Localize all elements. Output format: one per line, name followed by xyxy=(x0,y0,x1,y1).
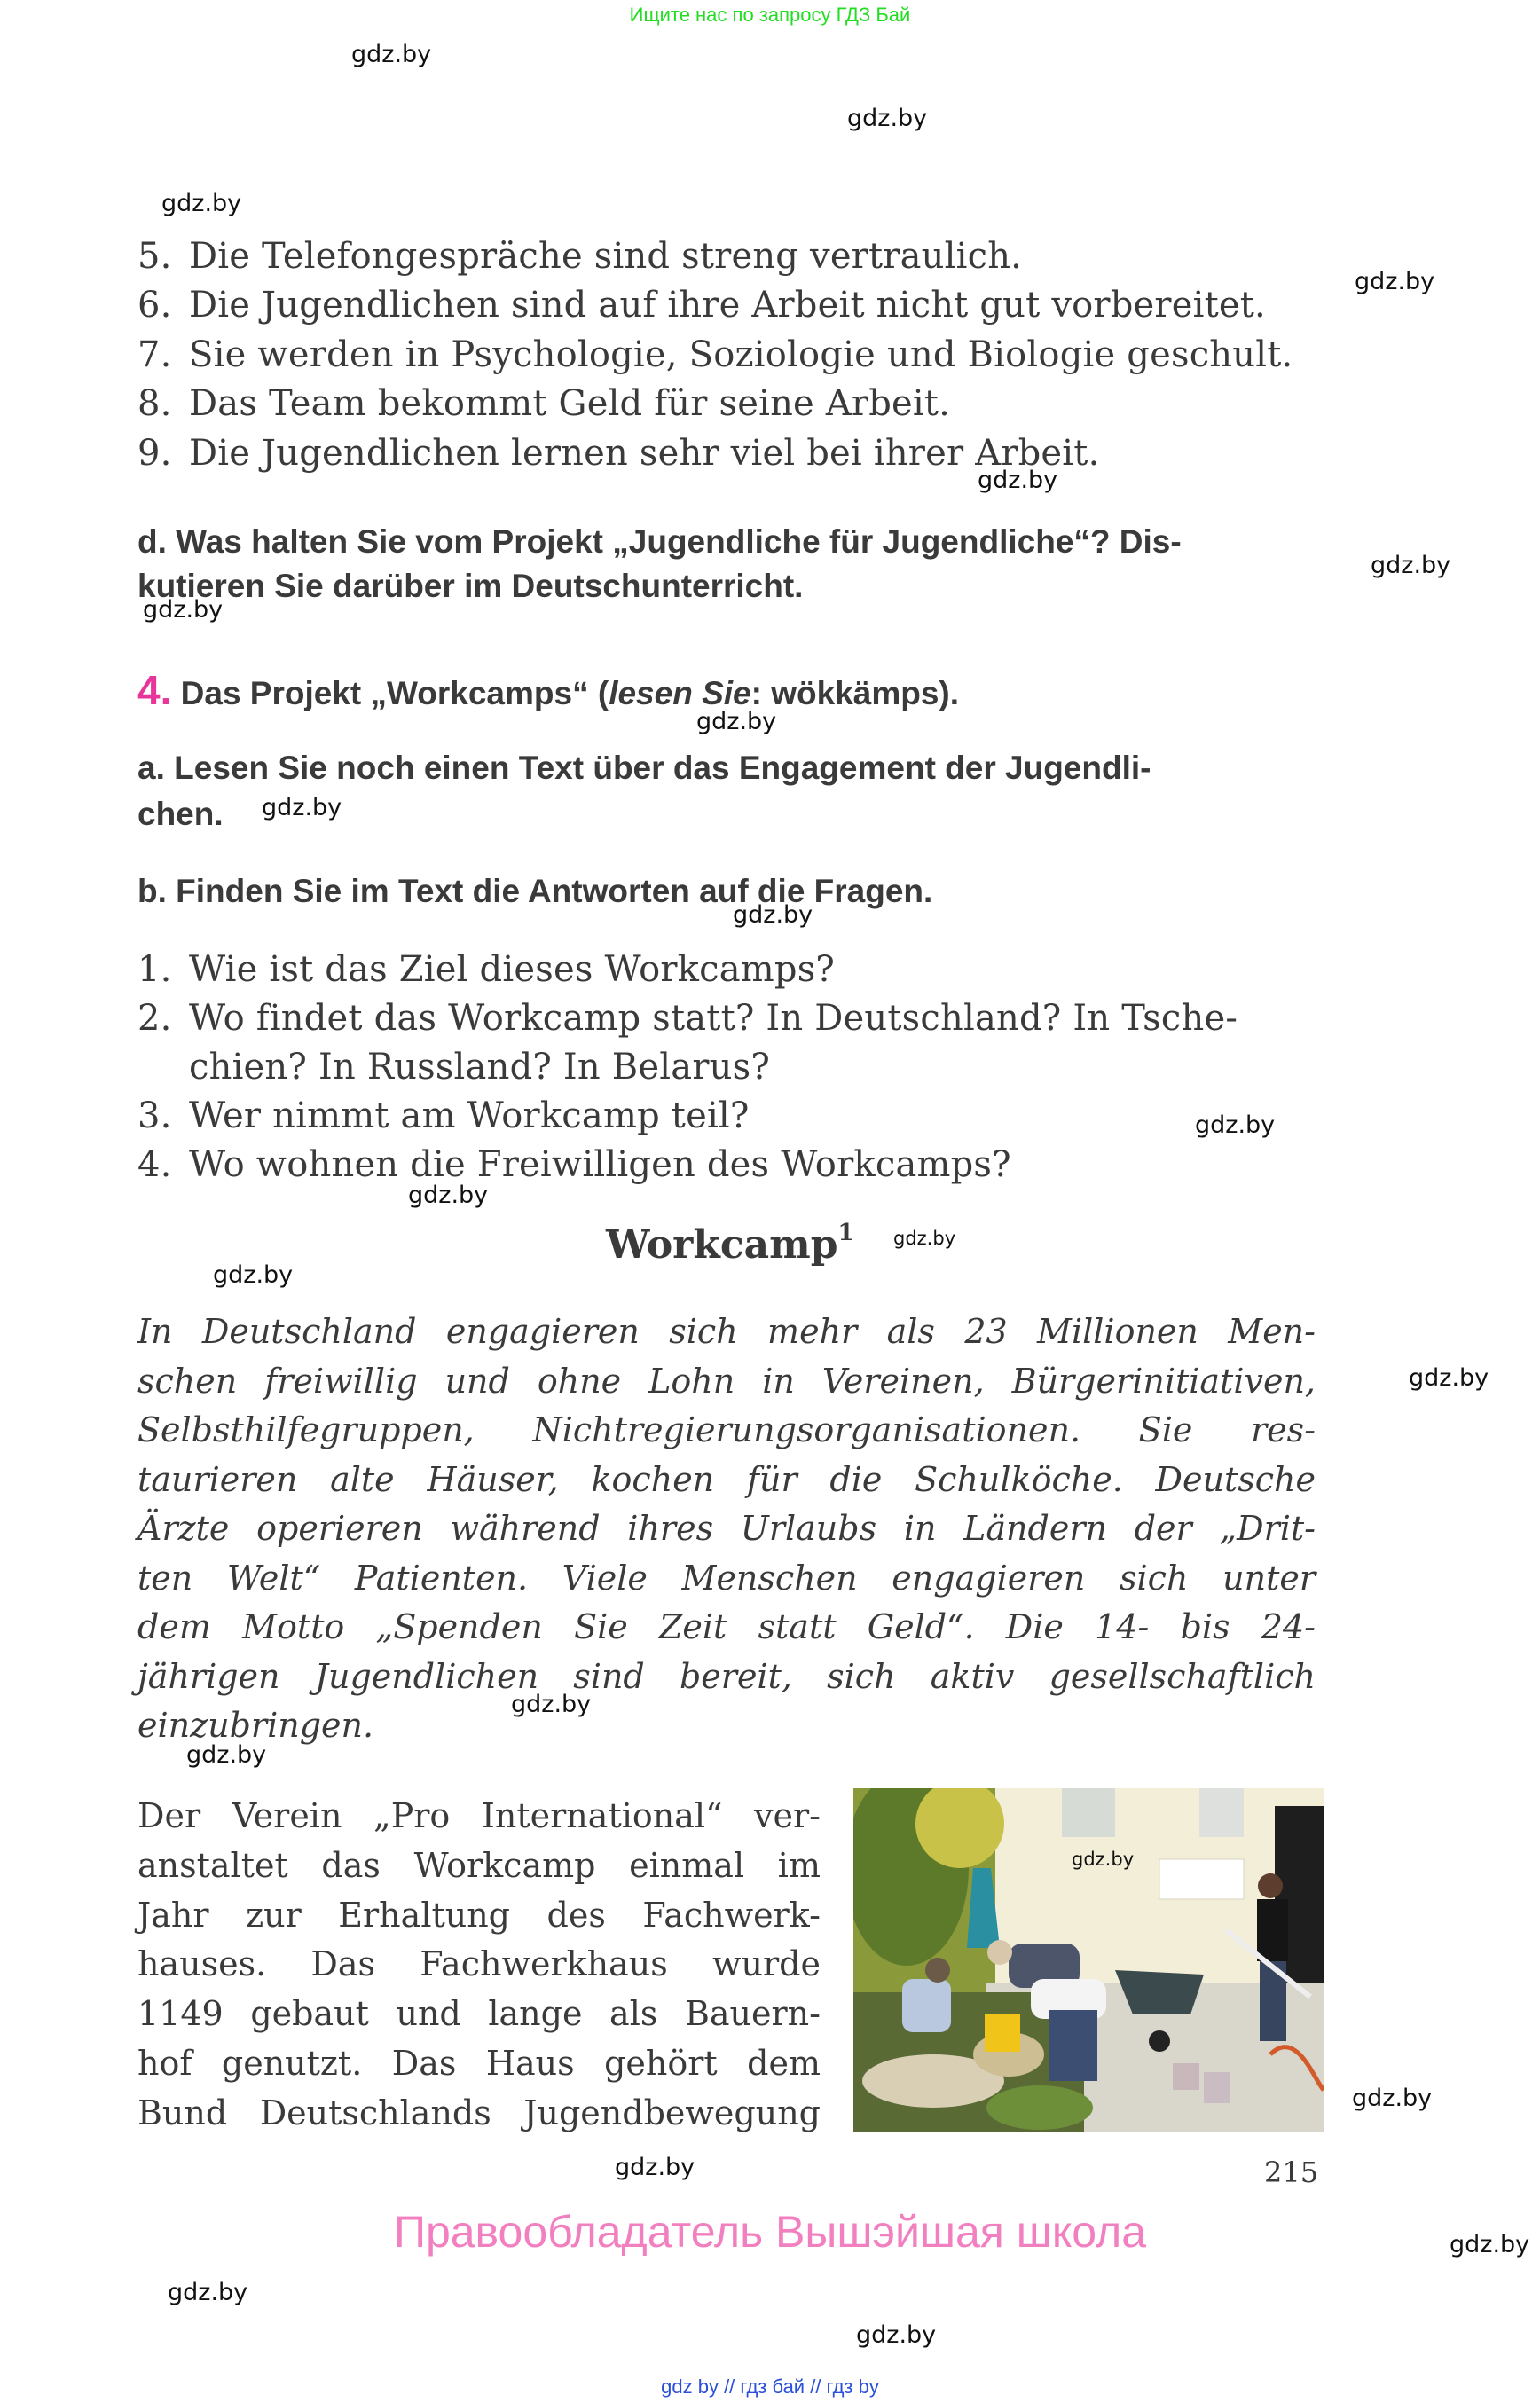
intro-line: In Deutschland engagieren sich mehr als 23 Millionen Men- xyxy=(138,1312,1316,1351)
top-banner-link[interactable]: Ищите нас по запросу ГДЗ Бай xyxy=(629,4,911,26)
statement-number: 9. xyxy=(138,433,172,474)
task-a-line-2: chen. xyxy=(138,796,224,832)
body-line: hauses. Das Fachwerkhaus wurde xyxy=(138,1944,821,1984)
watermark: gdz.by xyxy=(1352,2085,1433,2112)
watermark: gdz.by xyxy=(186,1741,267,1769)
watermark: gdz.by xyxy=(893,1228,956,1249)
article-title xyxy=(606,1222,854,1268)
watermark: gdz.by xyxy=(213,1261,294,1289)
question-item xyxy=(0,1092,1540,1141)
question-number: 1. xyxy=(138,949,172,990)
statement-number: 7. xyxy=(138,334,172,375)
watermark: gdz.by xyxy=(143,596,224,624)
watermark: gdz.by xyxy=(1072,1849,1135,1870)
task-d-line-1: d. Was halten Sie vom Projekt „Jugendliche für Jugendliche“? Dis- xyxy=(138,523,1182,560)
footer-links[interactable]: gdz by // гдз бай // гдз by xyxy=(661,2376,879,2398)
watermark: gdz.by xyxy=(978,467,1058,494)
task-number: 4. xyxy=(138,667,172,713)
statement-item xyxy=(0,281,1540,330)
workcamp-photo xyxy=(853,1788,1324,2132)
watermark: gdz.by xyxy=(408,1182,489,1209)
watermark: gdz.by xyxy=(856,2321,937,2349)
intro-line: ten Welt“ Patienten. Viele Menschen engagieren sich unter xyxy=(138,1558,1316,1598)
watermark: gdz.by xyxy=(1371,552,1451,579)
statement-item xyxy=(0,232,1540,281)
watermark: gdz.by xyxy=(696,708,777,735)
watermark: gdz.by xyxy=(1195,1111,1276,1139)
watermark: gdz.by xyxy=(1450,2231,1530,2258)
statement-item xyxy=(0,331,1540,380)
statement-item xyxy=(0,429,1540,478)
body-line: 1149 gebaut und lange als Bauern- xyxy=(138,1994,821,2034)
question-text: Wer nimmt am Workcamp teil? xyxy=(189,1095,750,1136)
watermark: gdz.by xyxy=(262,794,342,821)
watermark: gdz.by xyxy=(168,2279,248,2306)
body-line: Bund Deutschlands Jugendbewegung xyxy=(138,2093,821,2132)
watermark: gdz.by xyxy=(161,190,242,217)
question-number: 3. xyxy=(138,1095,172,1136)
question-text: Wie ist das Ziel dieses Workcamps? xyxy=(189,949,836,990)
task-b-line: b. Finden Sie im Text die Antworten auf die Fragen. xyxy=(138,873,933,909)
body-line: Jahr zur Erhaltung des Fachwerk- xyxy=(138,1895,821,1935)
intro-line: einzubringen. xyxy=(138,1706,374,1745)
statement-number: 6. xyxy=(138,285,172,326)
question-item xyxy=(0,946,1540,994)
task-title-italic: lesen Sie xyxy=(609,675,751,711)
article-intro xyxy=(138,1308,1316,1751)
intro-line: Selbsthilfegruppen, Nichtregierungsorganisationen. Sie res- xyxy=(138,1410,1316,1449)
task-a-line-1: a. Lesen Sie noch einen Text über das Engagement der Jugendli- xyxy=(138,750,1151,786)
intro-line: Ärzte operieren während ihres Urlaubs in Ländern der „Drit- xyxy=(138,1509,1316,1548)
task-title-post: : wökkämps). xyxy=(750,675,960,711)
body-line: anstaltet das Workcamp einmal im xyxy=(138,1845,821,1885)
body-line: hof genutzt. Das Haus gehört dem xyxy=(138,2043,821,2083)
statement-text: Sie werden in Psychologie, Soziologie und Biologie geschult. xyxy=(189,334,1293,375)
page-number: 215 xyxy=(1264,2156,1319,2189)
question-text: Wo wohnen die Freiwilligen des Workcamps? xyxy=(189,1144,1011,1185)
statement-text: Die Jugendlichen sind auf ihre Arbeit nicht gut vorbereitet. xyxy=(189,285,1266,326)
statement-item xyxy=(0,380,1540,428)
watermark: gdz.by xyxy=(511,1691,592,1718)
statement-text: Das Team bekommt Geld für seine Arbeit. xyxy=(189,383,951,424)
intro-line: schen freiwillig und ohne Lohn in Vereinen, Bürgerinitiativen, xyxy=(138,1361,1316,1401)
article-title-text: Workcamp xyxy=(606,1222,838,1268)
intro-line: taurieren alte Häuser, kochen für die Schulköche. Deutsche xyxy=(138,1459,1316,1499)
watermark: gdz.by xyxy=(847,105,928,132)
watermark: gdz.by xyxy=(1355,268,1435,295)
footnote-mark[interactable]: 1 xyxy=(837,1220,854,1247)
question-item xyxy=(0,994,1540,1092)
intro-line: jährigen Jugendlichen sind bereit, sich aktiv gesellschaftlich xyxy=(138,1656,1316,1696)
question-text: Wo findet das Workcamp statt? In Deutschland? In Tsche- xyxy=(189,998,1238,1039)
body-line: Der Verein „Pro International“ ver- xyxy=(138,1796,821,1835)
statement-number: 5. xyxy=(138,236,172,277)
task-4-heading xyxy=(138,668,959,716)
question-text-continued: chien? In Russland? In Belarus? xyxy=(189,1047,770,1088)
question-item xyxy=(0,1141,1540,1190)
task-title-pre: Das Projekt „Workcamps“ ( xyxy=(180,675,609,711)
intro-line: dem Motto „Spenden Sie Zeit statt Geld“. Die 14- bis 24- xyxy=(138,1607,1316,1646)
statement-text: Die Jugendlichen lernen sehr viel bei ihrer Arbeit. xyxy=(189,433,1100,474)
statement-number: 8. xyxy=(138,383,172,424)
watermark: gdz.by xyxy=(1409,1364,1489,1392)
question-number: 4. xyxy=(138,1144,172,1185)
watermark: gdz.by xyxy=(351,41,432,68)
question-number: 2. xyxy=(138,998,172,1039)
article-body xyxy=(138,1792,821,2139)
task-d-line-2: kutieren Sie darüber im Deutschunterricht. xyxy=(138,568,804,604)
watermark: gdz.by xyxy=(615,2154,695,2181)
statement-text: Die Telefongespräche sind streng vertraulich. xyxy=(189,236,1023,277)
rights-holder: Правообладатель Вышэйшая школа xyxy=(394,2207,1146,2257)
watermark: gdz.by xyxy=(733,901,813,929)
